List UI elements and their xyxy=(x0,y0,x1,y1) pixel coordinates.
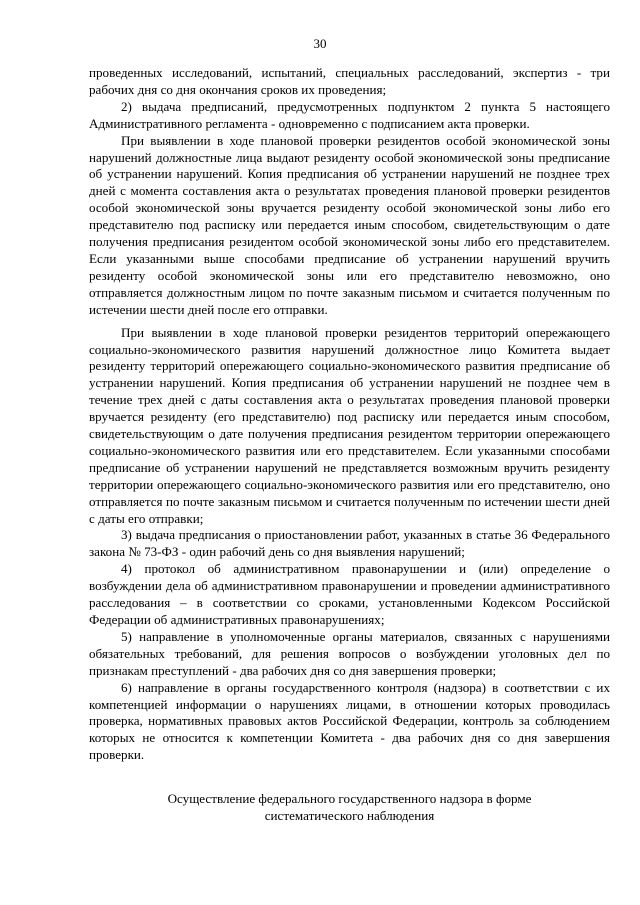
page-number: 30 xyxy=(313,36,327,51)
section-heading xyxy=(89,791,610,825)
paragraph-item-3: 3) выдача предписания о приостановлении работ, указанных в статье 36 Федерального закона № 73-ФЗ - один рабочий день со дня выявления нарушений; xyxy=(89,527,610,560)
paragraph-item-2: 2) выдача предписаний, предусмотренных подпунктом 2 пункта 5 настоящего Административного регламента - одновременно с подписанием акта проверки. xyxy=(89,98,610,131)
paragraph-item-5: 5) направление в уполномоченные органы материалов, связанных с нарушениями обязательных требований, для решения вопросов о возбуждении уголовных дел по признакам преступлений - два рабочих дня со дня завершения проверки; xyxy=(89,628,610,678)
section-heading-line-1: Осуществление федерального государственного надзора в форме xyxy=(167,791,532,806)
paragraph-advanced-development-territory: При выявлении в ходе плановой проверки резидентов территорий опережающего социально-экономического развития нарушений должностное лицо Комитета выдает резиденту территорий опережающего социально-экономического развития предписание об устранении нарушений. Копия предписания об устранении нарушений не позднее чем в течение трех дней с даты составления акта о результатах проведения плановой проверки вручается резиденту (его представителю) под расписку или передается иным способом, свидетельствующим о дате получения предписания резидентом территории опережающего социально-экономического развития или его представителем. Если указанными способами предписание об устранении нарушений не представляется возможным вручить резиденту территории опережающего социально-экономического развития или его представителю, оно отправляется по почте заказным письмом и считается полученным по истечении шести дней с даты его отправки; xyxy=(89,324,610,526)
paragraph-item-4: 4) протокол об административном правонарушении и (или) определение о возбуждении дела об административном правонарушении и проведении административного расследования – в соответствии со сроками, установленными Кодексом Российской Федерации об административных правонарушениях; xyxy=(89,561,610,627)
body-text xyxy=(89,65,610,764)
paragraph-special-economic-zone: При выявлении в ходе плановой проверки резидентов особой экономической зоны нарушений должностные лица выдают резиденту особой экономической зоны предписание об устранении нарушений. Копия предписания об устранении нарушений не позднее трех дней с момента составления акта о результатах проведения плановой проверки резидентов особой экономической зоны вручается резиденту особой экономической зоны либо его представителю под расписку или передается иным способом, свидетельствующим о дате получения предписания резидентом особой экономической зоны либо его представителем. Если указанными выше способами предписание об устранении нарушений вручить резиденту особой экономической зоны или его представителю невозможно, оно отправляется должностным лицом по почте заказным письмом и считается полученным по истечении шести дней после его отправки. xyxy=(89,132,610,317)
paragraph-item-6: 6) направление в органы государственного контроля (надзора) в соответствии с их компетенцией информации о нарушениях лицами, в отношении которых проводилась проверка, нормативных правовых актов Российской Федерации, контроль за соблюдением которых не относится к компетенции Комитета - два рабочих дня со дня завершения проверки. xyxy=(89,679,610,763)
section-heading-line-2: систематического наблюдения xyxy=(264,807,435,823)
paragraph-continuation: проведенных исследований, испытаний, специальных расследований, экспертиз - три рабочих дня со дня окончания сроков их проведения; xyxy=(89,65,610,97)
